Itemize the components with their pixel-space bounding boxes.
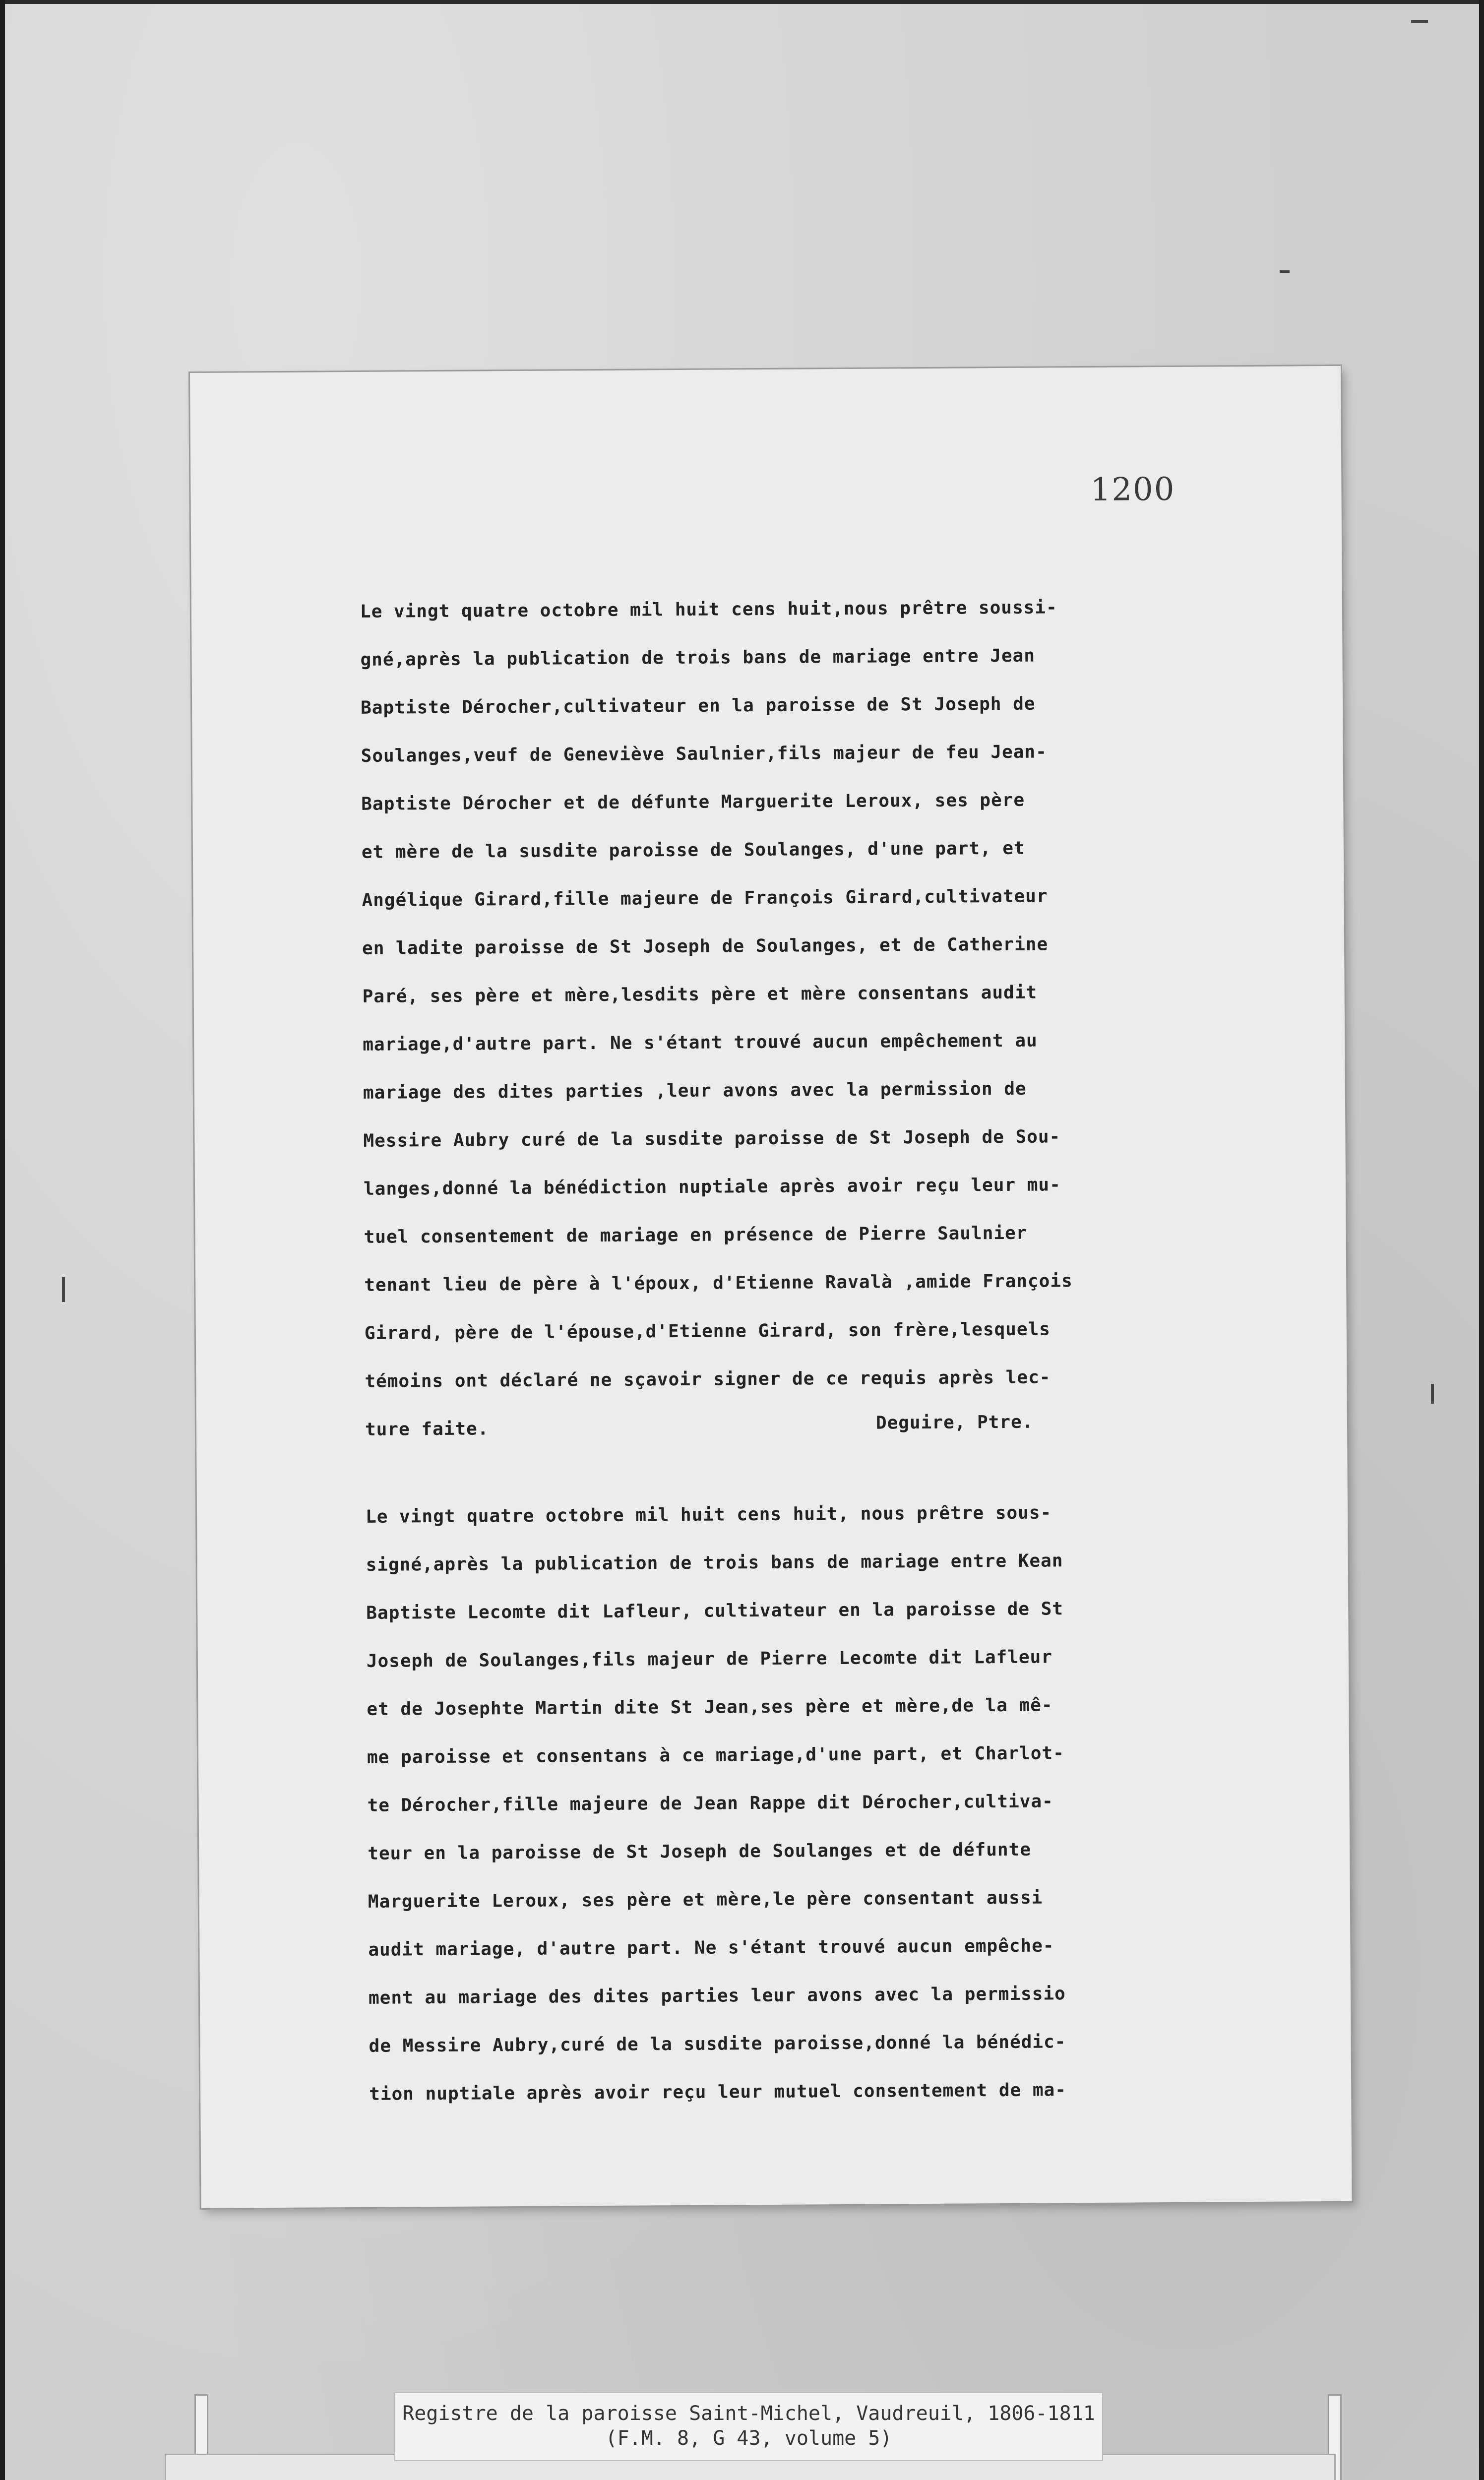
entry-line: langes,donné la bénédiction nuptiale après avoir reçu leur mu- <box>363 1175 1061 1199</box>
entry-line: Girard, père de l'épouse,d'Etienne Girard, son frère,lesquels <box>364 1319 1051 1344</box>
entry-line: tenant lieu de père à l'époux, d'Etienne Ravalà ,amide François <box>364 1271 1073 1296</box>
entry-line: Baptiste Dérocher,cultivateur en la paroisse de St Joseph de <box>361 693 1036 718</box>
catalog-label-reference: (F.M. 8, G 43, volume 5) <box>605 2427 892 2450</box>
marriage-entry-1 <box>360 582 1333 1454</box>
entry-line: te Dérocher,fille majeure de Jean Rappe dit Dérocher,cultiva- <box>367 1791 1053 1816</box>
priest-signature: Deguire, Ptre. <box>875 1412 1034 1433</box>
entry-line: Messire Aubry curé de la susdite paroisse de St Joseph de Sou- <box>363 1126 1061 1151</box>
entry-line: en ladite paroisse de St Joseph de Soulanges, et de Catherine <box>362 934 1049 959</box>
entry-line: tuel consentement de mariage en présence de Pierre Saulnier <box>364 1223 1028 1247</box>
entry-line: gné,après la publication de trois bans de mariage entre Jean <box>360 645 1036 670</box>
entry-line: Baptiste Dérocher et de défunte Marguerite Leroux, ses père <box>361 790 1025 814</box>
margin-mark <box>62 1277 65 1302</box>
entry-line: mariage des dites parties ,leur avons avec la permission de <box>363 1078 1027 1103</box>
entry-line: de Messire Aubry,curé de la susdite paroisse,donné la bénédic- <box>369 2032 1066 2056</box>
entry-line: et de Josephte Martin dite St Jean,ses père et mère,de la mê- <box>367 1695 1053 1720</box>
entry-line: Baptiste Lecomte dit Lafleur, cultivateur en la paroisse de St <box>366 1599 1064 1623</box>
film-speck <box>1411 20 1428 23</box>
film-speck <box>1280 270 1290 273</box>
entry-line: Marguerite Leroux, ses père et mère,le père consentant aussi <box>368 1887 1043 1912</box>
entry-line: Le vingt quatre octobre mil huit cens huit,nous prêtre soussi- <box>360 597 1057 622</box>
film-left-edge <box>0 0 5 2480</box>
film-top-edge <box>0 0 1484 4</box>
margin-mark <box>1431 1384 1434 1404</box>
entry-line: Angélique Girard,fille majeure de François Girard,cultivateur <box>362 886 1048 911</box>
entry-line: et mère de la susdite paroisse de Soulanges, d'une part, et <box>361 838 1025 863</box>
entry-line: ture faite. <box>365 1419 489 1440</box>
entry-line: Paré, ses père et mère,lesdits père et mère consentans audit <box>362 982 1038 1007</box>
entry-line: mariage,d'autre part. Ne s'étant trouvé aucun empêchement au <box>363 1030 1038 1055</box>
folio-number: 1200 <box>1090 471 1175 508</box>
entry-line: teur en la paroisse de St Joseph de Soulanges et de défunte <box>368 1839 1032 1864</box>
catalog-label <box>395 2393 1102 2460</box>
entry-line: tion nuptiale après avoir reçu leur mutuel consentement de ma- <box>369 2080 1067 2105</box>
marriage-entry-2 <box>366 1487 1337 2118</box>
entry-line: témoins ont déclaré ne sçavoir signer de ce requis après lec- <box>365 1367 1051 1392</box>
entry-line: me paroisse et consentans à ce mariage,d'une part, et Charlot- <box>367 1743 1064 1768</box>
catalog-label-title: Registre de la paroisse Saint-Michel, Vaudreuil, 1806-1811 <box>402 2402 1095 2425</box>
entry-line: Joseph de Soulanges,fils majeur de Pierre Lecomte dit Lafleur <box>366 1647 1053 1672</box>
register-page <box>190 366 1352 2208</box>
entry-line: audit mariage, d'autre part. Ne s'étant trouvé aucun empêche- <box>368 1935 1054 1960</box>
entry-line: signé,après la publication de trois bans de mariage entre Kean <box>366 1550 1063 1575</box>
entry-line: Le vingt quatre octobre mil huit cens huit, nous prêtre sous- <box>365 1502 1052 1527</box>
entry-line: Soulanges,veuf de Geneviève Saulnier,fils majeur de feu Jean- <box>361 742 1047 766</box>
entry-line: ment au mariage des dites parties leur avons avec la permissio <box>368 1984 1066 2008</box>
film-right-edge <box>1479 0 1484 2480</box>
